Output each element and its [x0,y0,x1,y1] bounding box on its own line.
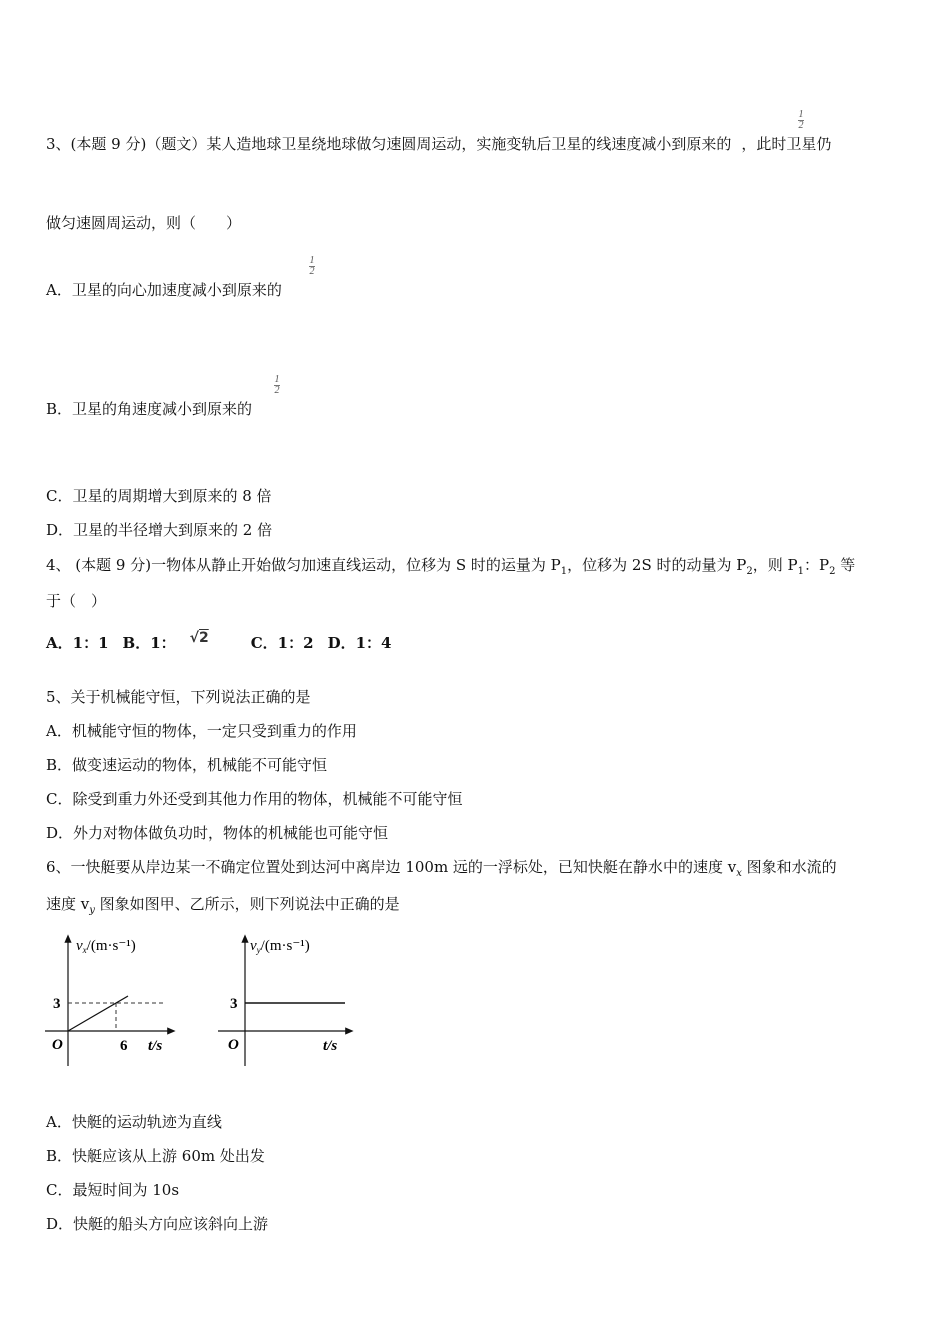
vy-origin: O [228,1037,239,1053]
q3-option-c[interactable]: C．卫星的周期增大到原来的 8 倍 [46,487,272,505]
q6-option-c[interactable]: C．最短时间为 10s [46,1181,180,1199]
q3-option-b-fraction: 1 2 [274,374,280,396]
vx-t-graph [40,930,180,1070]
q5-stem: 5、关于机械能守恒，下列说法正确的是 [46,688,311,706]
q4-option-a[interactable]: A．1：1 [46,634,109,652]
vx-y-tick-3: 3 [53,996,61,1012]
q3-option-d[interactable]: D．卫星的半径增大到原来的 2 倍 [46,521,273,539]
q3-option-a[interactable]: A．卫星的向心加速度减小到原来的 [46,281,282,299]
q6-option-d[interactable]: D．快艇的船头方向应该斜向上游 [46,1215,269,1233]
vx-origin: O [52,1037,63,1053]
q4-option-d[interactable]: D．1：4 [327,634,392,652]
q6-option-b[interactable]: B．快艇应该从上游 60m 处出发 [46,1147,265,1165]
q3-stem-a: 3、(本题 9 分)（题文）某人造地球卫星绕地球做匀速圆周运动，实施变轨后卫星的线速度减小到原来的 [46,135,732,153]
q3-stem-fraction: 1 2 [798,109,804,131]
q5-option-c[interactable]: C．除受到重力外还受到其他力作用的物体，机械能不可能守恒 [46,790,463,808]
vy-y-label: $v_y/(m\cdot s^{-1})$ [250,938,310,955]
vx-series-line [68,996,128,1031]
q3-stem-b: ，此时卫星仍 [741,135,832,153]
vx-x-tick-6: 6 [120,1038,128,1054]
vx-y-label: $v_x/(m\cdot s^{-1})$ [76,938,136,955]
q4-options [46,630,405,654]
vy-x-label: t/s [323,1038,338,1054]
q6-stem-line-2: 速度 $v_y$ 图象如图甲、乙所示，则下列说法中正确的是 [46,895,400,916]
vy-t-graph [210,930,355,1070]
q6-option-a[interactable]: A．快艇的运动轨迹为直线 [46,1113,222,1131]
q3-stem-line-2: 做匀速圆周运动，则（ ） [46,214,242,232]
q4-stem-line-1: 4、 (本题 9 分)一物体从静止开始做匀加速直线运动，位移为 S 时的运量为 $P_1$，位移为 2S 时的动量为 $P_2$，则 $P_1$：$P_2$ 等 [46,556,856,577]
vy-y-tick-3: 3 [230,996,238,1012]
vx-x-label: t/s [148,1038,163,1054]
q5-option-a[interactable]: A．机械能守恒的物体，一定只受到重力的作用 [46,722,357,740]
q5-option-b[interactable]: B．做变速运动的物体，机械能不可能守恒 [46,756,328,774]
q4-stem-line-2: 于（ ） [46,592,107,610]
q4-option-b[interactable]: B．1： √2 [123,634,237,652]
q4-option-c[interactable]: C．1：2 [250,634,314,652]
q3-option-b[interactable]: B．卫星的角速度减小到原来的 [46,400,253,418]
q5-option-d[interactable]: D．外力对物体做负功时，物体的机械能也可能守恒 [46,824,389,842]
q3-option-a-fraction: 1 2 [309,255,315,277]
q3-stem-line-1 [46,134,831,154]
q6-stem-line-1: 6、一快艇要从岸边某一不确定位置处到达河中离岸边 100m 远的一浮标处，已知快艇在静水中的速度 $v_x$ 图象和水流的 [46,858,837,879]
sqrt-symbol: √2 [189,630,209,646]
